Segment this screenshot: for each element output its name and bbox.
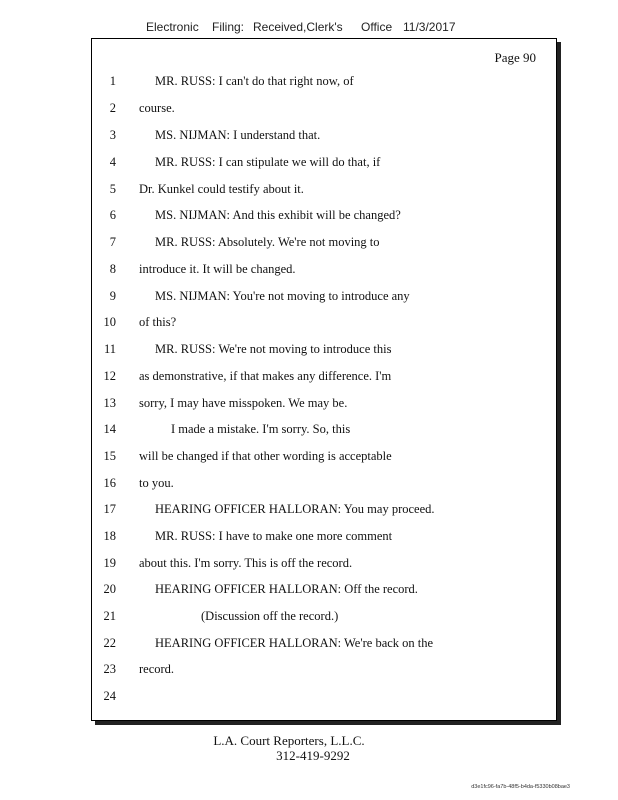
line-text: HEARING OFFICER HALLORAN: You may proceed.	[155, 502, 435, 516]
filing-stamp-office: Office	[361, 20, 393, 34]
line-text: I made a mistake. I'm sorry. So, this	[171, 422, 351, 436]
line-number: 9	[109, 289, 116, 303]
line-text: MR. RUSS: We're not moving to introduce this	[155, 342, 392, 356]
line-text: HEARING OFFICER HALLORAN: Off the record.	[155, 582, 418, 596]
line-text: MR. RUSS: I can stipulate we will do that, if	[155, 155, 381, 169]
transcript-line	[92, 342, 558, 362]
line-number: 1	[109, 74, 116, 88]
transcript-line	[92, 636, 558, 656]
line-text: (Discussion off the record.)	[201, 609, 339, 623]
line-number: 15	[103, 449, 116, 463]
line-number: 6	[109, 208, 116, 222]
line-text: MS. NIJMAN: And this exhibit will be changed?	[155, 208, 401, 222]
footer-company-text: L.A. Court Reporters, L.L.C.	[213, 733, 365, 748]
transcript-line	[92, 155, 558, 175]
transcript-line	[92, 289, 558, 309]
line-number: 13	[103, 396, 116, 410]
line-number: 21	[103, 609, 116, 623]
transcript-line	[92, 74, 558, 94]
line-number: 3	[109, 128, 116, 142]
transcript-line	[92, 502, 558, 522]
transcript-line	[92, 262, 558, 282]
line-text: of this?	[139, 315, 177, 329]
transcript-line	[92, 396, 558, 416]
transcript-line	[92, 529, 558, 549]
line-number: 23	[103, 662, 116, 676]
document-hash: d3e1fc96-fa7b-48f5-b4da-f5330b08bae3	[471, 784, 570, 790]
line-text: MS. NIJMAN: You're not moving to introduce any	[155, 289, 410, 303]
footer-phone-text: 312-419-9292	[276, 748, 350, 763]
line-number: 7	[109, 235, 116, 249]
filing-stamp-filing: Filing:	[212, 20, 245, 34]
transcript-line	[92, 662, 558, 682]
line-number: 5	[109, 182, 116, 196]
line-text: to you.	[139, 476, 174, 490]
line-text: MS. NIJMAN: I understand that.	[155, 128, 321, 142]
transcript-line	[92, 315, 558, 335]
line-number: 10	[103, 315, 116, 329]
line-text: course.	[139, 101, 175, 115]
line-number: 18	[103, 529, 116, 543]
line-number: 20	[103, 582, 116, 596]
transcript-line	[92, 101, 558, 121]
footer-company	[0, 733, 618, 749]
transcript-line	[92, 182, 558, 202]
transcript-line	[92, 208, 558, 228]
line-number: 2	[109, 101, 116, 115]
line-text: sorry, I may have misspoken. We may be.	[139, 396, 348, 410]
filing-stamp-date: 11/3/2017	[403, 20, 456, 34]
line-number: 19	[103, 556, 116, 570]
line-text: will be changed if that other wording is acceptable	[139, 449, 392, 463]
line-text: Dr. Kunkel could testify about it.	[139, 182, 304, 196]
transcript-line	[92, 369, 558, 389]
transcript-line	[92, 556, 558, 576]
filing-stamp-electronic: Electronic	[146, 20, 199, 34]
transcript-line	[92, 128, 558, 148]
line-text: introduce it. It will be changed.	[139, 262, 296, 276]
line-number: 8	[109, 262, 116, 276]
line-text: as demonstrative, if that makes any difference. I'm	[139, 369, 392, 383]
line-number: 16	[103, 476, 116, 490]
line-text: about this. I'm sorry. This is off the record.	[139, 556, 353, 570]
line-text: MR. RUSS: I can't do that right now, of	[155, 74, 354, 88]
transcript-page	[91, 38, 557, 721]
line-text: HEARING OFFICER HALLORAN: We're back on the	[155, 636, 434, 650]
transcript-line	[92, 609, 558, 629]
line-number: 22	[103, 636, 116, 650]
transcript-line	[92, 582, 558, 602]
line-number: 24	[103, 689, 116, 703]
transcript-line	[92, 235, 558, 255]
footer-phone	[0, 748, 618, 764]
line-number: 4	[109, 155, 116, 169]
transcript-line	[92, 422, 558, 442]
line-text: MR. RUSS: I have to make one more comment	[155, 529, 393, 543]
line-number: 17	[103, 502, 116, 516]
page-number: Page 90	[494, 50, 536, 65]
line-number: 14	[103, 422, 116, 436]
transcript-line	[92, 476, 558, 496]
transcript-line	[92, 689, 558, 709]
line-text: record.	[139, 662, 175, 676]
line-number: 11	[103, 342, 116, 356]
transcript-line	[92, 449, 558, 469]
filing-stamp-received: Received,Clerk's	[253, 20, 343, 34]
line-text: MR. RUSS: Absolutely. We're not moving to	[155, 235, 380, 249]
line-number: 12	[103, 369, 116, 383]
